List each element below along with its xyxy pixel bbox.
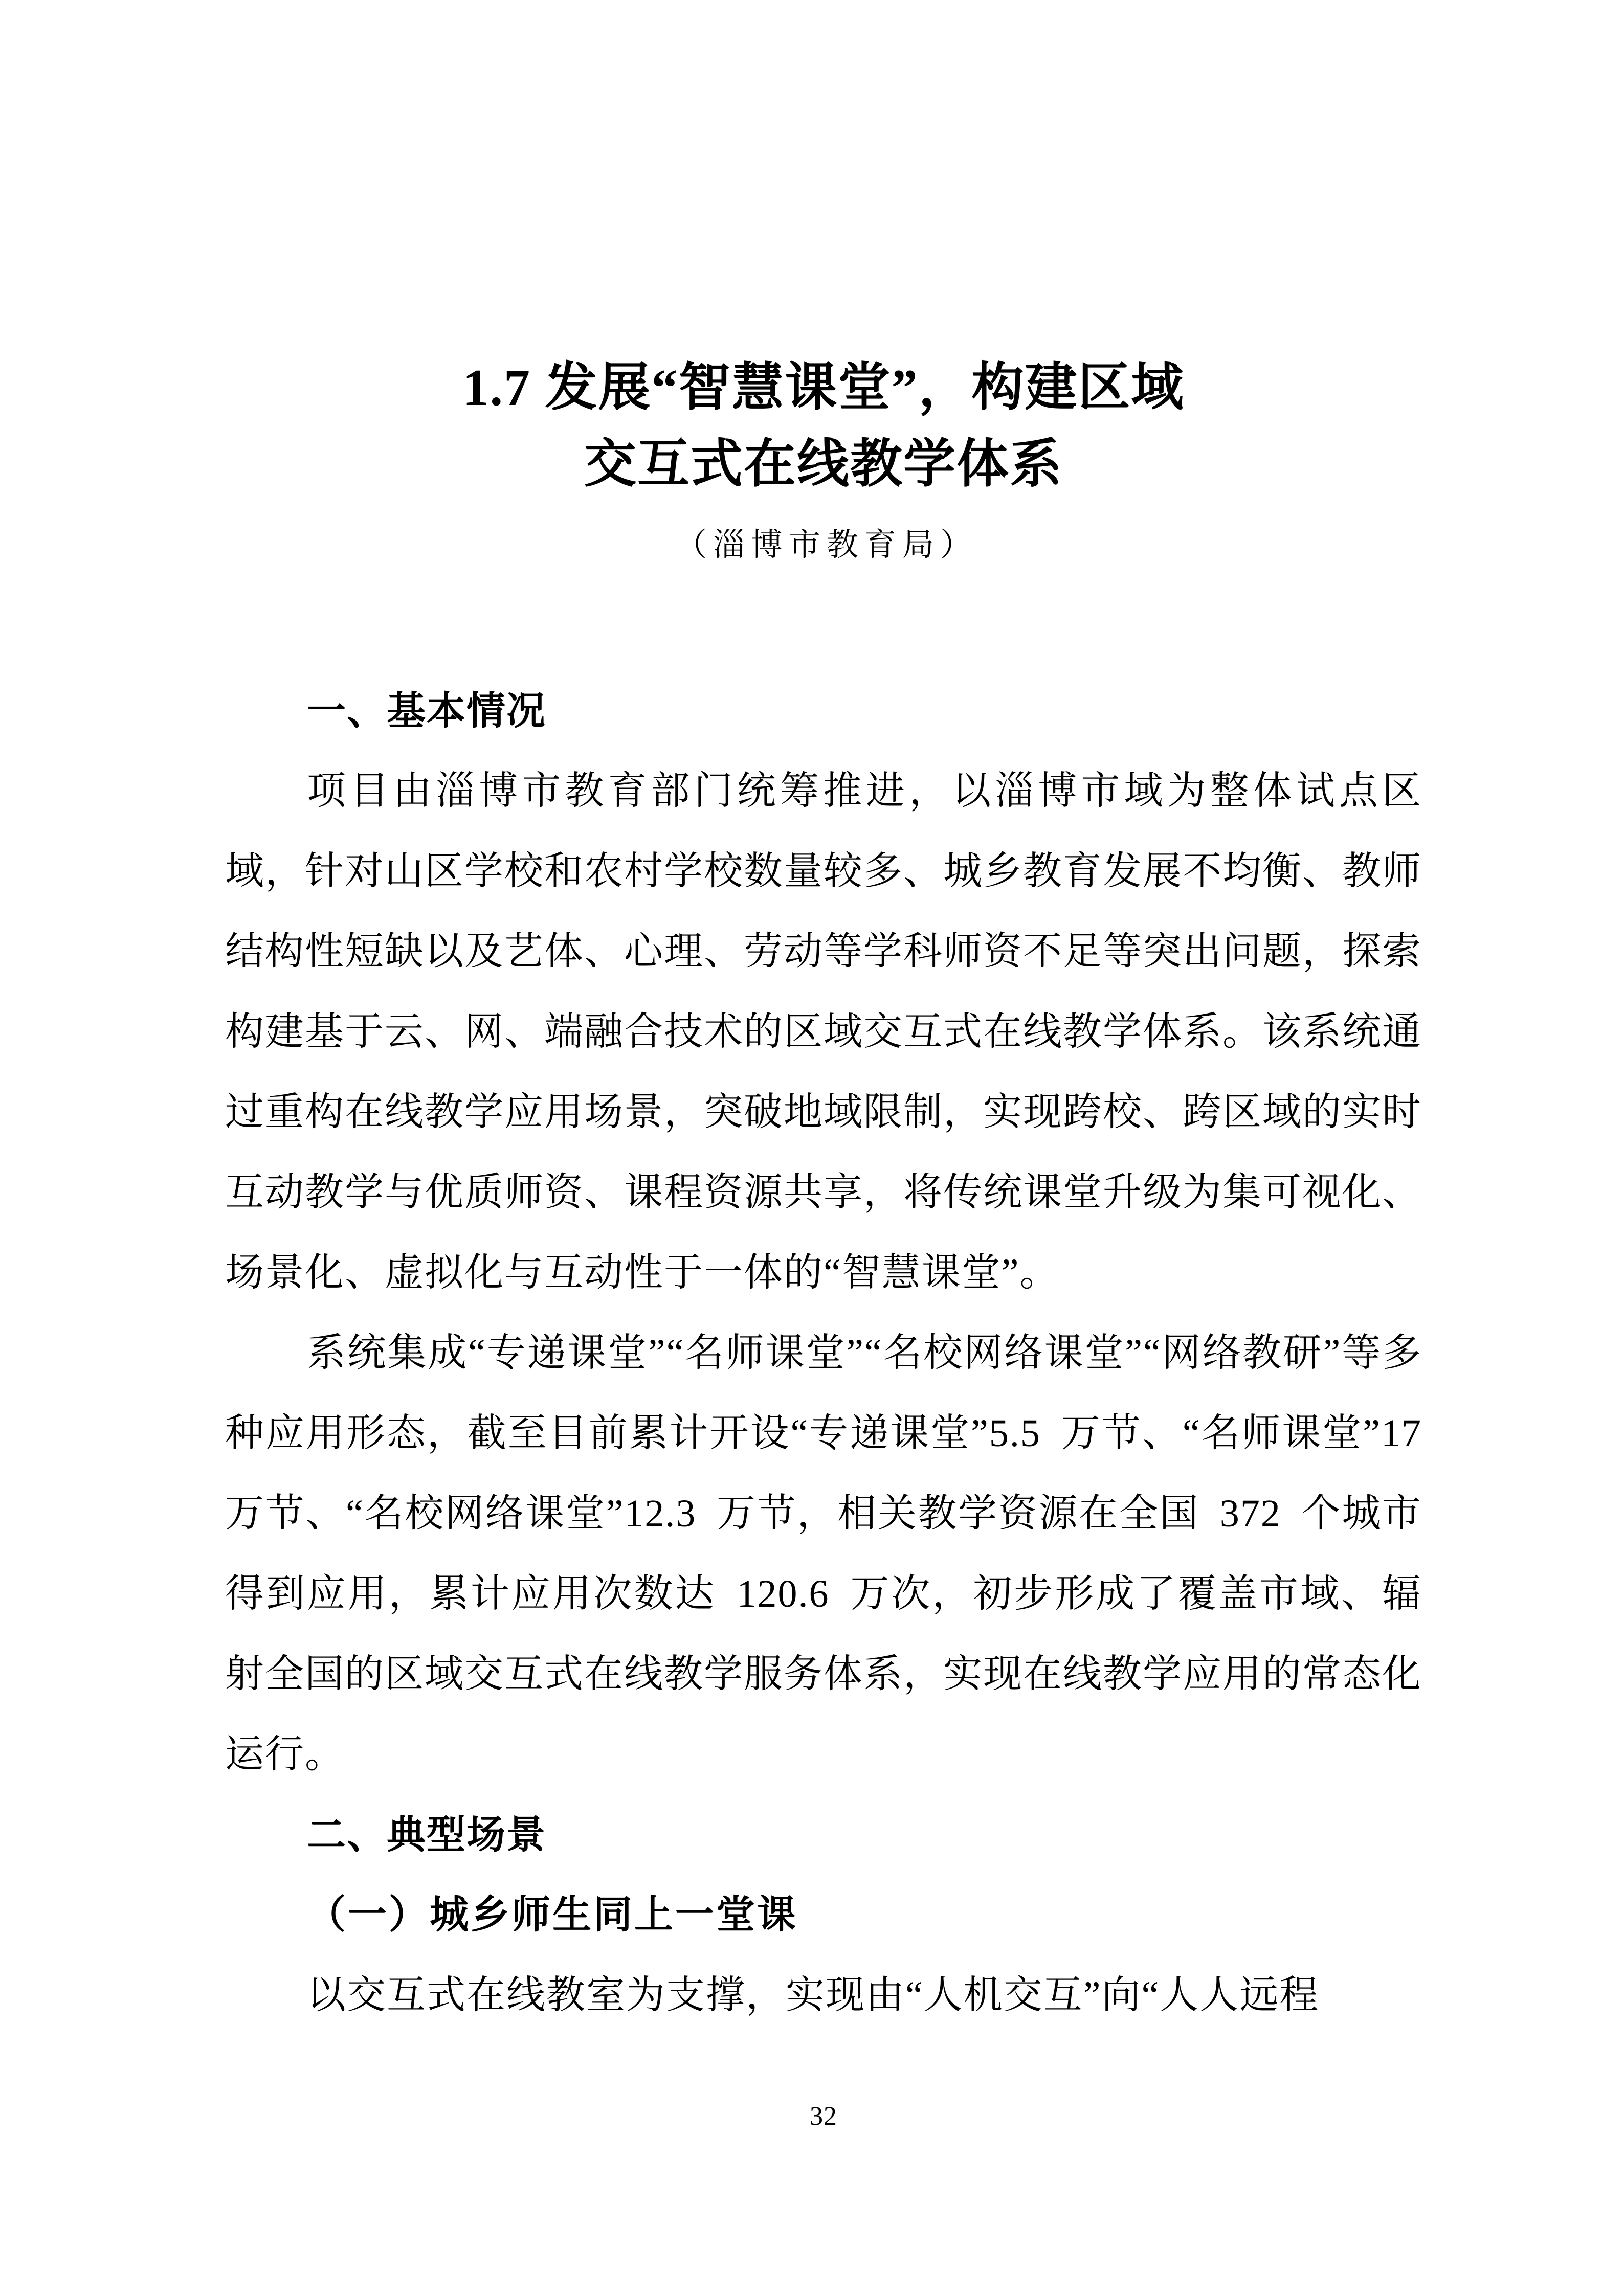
page-number: 32 [810, 2102, 837, 2131]
document-page [225, 0, 1422, 2132]
section-1-heading: 一、基本情况 [307, 689, 546, 733]
document-body [225, 671, 1422, 2036]
section-2-subheading: （一）城乡师生同上一堂课 [307, 1894, 798, 1937]
document-byline: （淄博市教育局） [675, 528, 978, 562]
section-1-paragraph-1: 项目由淄博市教育部门统筹推进，以淄博市域为整体试点区域，针对山区学校和农村学校数量较多、城乡教育发展不均衡、教师结构性短缺以及艺体、心理、劳动等学科师资不足等突出问题，探索构建基于云、网、端融合技术的区域交互式在线教学体系。该系统通过重构在线教学应用场景，突破地域限制，实现跨校、跨区域的实时互动教学与优质师资、课程资源共享，将传统课堂升级为集可视化、场景化、虚拟化与互动性于一体的“智慧课堂”。 [225, 770, 1422, 1294]
document-title [225, 0, 1422, 503]
section-2-heading: 二、典型场景 [307, 1813, 546, 1857]
section-2-paragraph-1: 以交互式在线教室为支撑，实现由“人机交互”向“人人远程 [307, 1974, 1320, 2017]
title-line-2: 交互式在线教学体系 [584, 436, 1063, 493]
title-line-1: 1.7 发展“智慧课堂”，构建区域 [462, 359, 1185, 417]
section-1-paragraph-2: 系统集成“专递课堂”“名师课堂”“名校网络课堂”“网络教研”等多种应用形态，截至目前累计开设“专递课堂”5.5 万节、“名师课堂”17 万节、“名校网络课堂”12.3 万节，相关教学资源在全国 372 个城市得到应用，累计应用次数达 120.6 万次，初步形成了覆盖市域、辐射全国的区域交互式在线教学服务体系，实现在线教学应用的常态化运行。 [225, 1332, 1422, 1776]
